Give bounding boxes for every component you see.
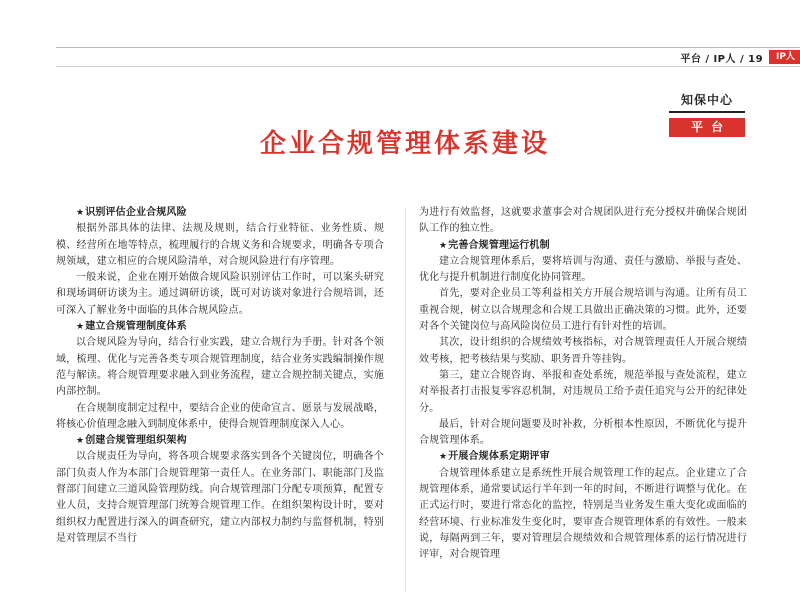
star-icon: ★ (439, 240, 448, 251)
running-head-text: 平台 / IP人 / 19 (680, 53, 764, 65)
section-heading (56, 319, 384, 335)
top-rule (56, 47, 800, 48)
section-heading (56, 205, 384, 221)
ip-badge: IP人 (769, 50, 800, 64)
paragraph: 为进行有效监督，这就要求董事会对合规团队进行充分授权并确保合规团队工作的独立性。 (419, 207, 747, 235)
section-heading (56, 433, 384, 449)
section-heading-text: 识别评估企业合规风险 (85, 207, 187, 218)
running-header (680, 49, 800, 65)
paragraph: 首先，要对企业员工等利益相关方开展合规培训与沟通。让所有员工重视合规，树立以合规理念和合规工具做出正确决策的习惯。此外，还要对各个关键岗位与高风险岗位员工进行有针对性的培训。 (419, 288, 747, 333)
section-heading-text: 完善合规管理运行机制 (448, 239, 550, 251)
paragraph: 根据外部具体的法律、法规及规则，结合行业特征、业务性质、规模、经营所在地等特点，梳理履行的合规义务和合规要求，明确各专项合规领域，建立相应的合规风险清单，对合规风险进行有序管理。 (56, 223, 384, 267)
section-heading-text: 建立合规管理制度体系 (85, 321, 187, 333)
section-title: 知保中心 (680, 93, 733, 107)
header-rule (56, 66, 800, 67)
paragraph: 一般来说，企业在刚开始做合规风险识别评估工作时，可以案头研究和现场调研访谈为主。通过调研访谈，既可对访谈对象进行合规培训，还可深入了解业务中面临的具体合规风险点。 (56, 272, 384, 316)
star-icon: ★ (439, 452, 448, 463)
paragraph: 在合规制度制定过程中，要结合企业的使命宣言、愿景与发展战略，将核心价值理念融入到制度体系中，使得合规管理制度深入人心。 (56, 402, 384, 430)
section-underline (669, 111, 745, 113)
section-heading (419, 238, 747, 254)
article-column-right (419, 205, 747, 564)
column-divider (405, 207, 406, 592)
paragraph: 以合规责任为导向，将各项合规要求落实到各个关键岗位，明确各个部门负责人作为本部门合规管理第一责任人。在业务部门、职能部门及监督部门间建立三道风险管理防线。向合规管理部门分配专项预算，配置专业人员，支持合规管理部门统筹合规管理工作。在组织架构设计时，要对组织权力配置进行深入的调查研究，建立内部权力制约与监督机制，特别是对管理层不当行 (56, 451, 384, 544)
section-heading-text: 开展合规体系定期评审 (448, 451, 550, 463)
article-title: 企业合规管理体系建设 (259, 129, 550, 159)
star-icon: ★ (76, 436, 85, 447)
section-heading-text: 创建合规管理组织架构 (85, 435, 187, 447)
paragraph: 其次，设计组织的合规绩效考核指标，对合规管理责任人开展合规绩效考核，把考核结果与奖励、职务晋升等挂钩。 (419, 337, 747, 365)
section-heading (419, 449, 747, 465)
star-icon: ★ (76, 208, 85, 218)
paragraph: 以合规风险为导向，结合行业实践，建立合规行为手册。针对各个领域，梳理、优化与完善各类专项合规管理制度，结合业务实践编制操作规范与解读。将合规管理要求融入到业务流程，建立合规控制关键点，实施内部控制。 (56, 337, 384, 398)
paragraph: 合规管理体系建立是系统性开展合规管理工作的起点。企业建立了合规管理体系，通常要试运行半年到一年的时间，不断进行调整与优化。在正式运行时，要进行常态化的监控，特别是当业务发生重大变化或面临的经营环境、行业标准发生变化时，要审查合规管理体系的有效性。一般来说，每隔两到三年，要对管理层合规绩效和合规管理体系的运行情况进行评审，对合规管理 (419, 467, 747, 561)
article-column-left (56, 205, 384, 547)
section-tag: 平台 (669, 118, 745, 137)
star-icon: ★ (76, 322, 85, 333)
paragraph: 最后，针对合规问题要及时补救，分析根本性原因，不断优化与提升合规管理体系。 (419, 418, 747, 447)
section-label (669, 91, 745, 137)
paragraph: 建立合规管理体系后，要将培训与沟通、责任与激励、举报与查处、优化与提升机制进行制度化协同管理。 (419, 255, 747, 284)
paragraph: 第三，建立合规咨询、举报和查处系统，规范举报与查处流程，建立对举报者打击报复零容忍机制，对违规员工给予责任追究与公开的纪律处分。 (419, 369, 747, 414)
